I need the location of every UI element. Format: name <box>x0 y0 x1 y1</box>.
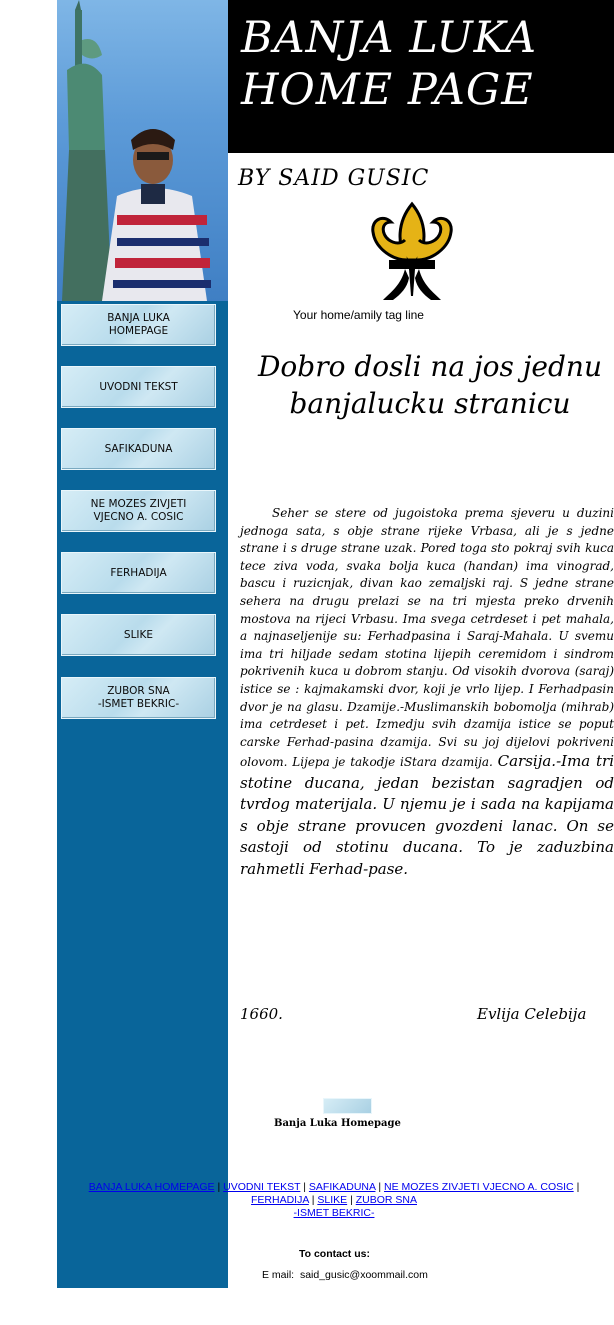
footer-home-button[interactable] <box>323 1098 372 1114</box>
footer-link-uvodni-tekst[interactable]: UVODNI TEKST <box>223 1181 301 1193</box>
nav-button-ferhadija[interactable]: FERHADIJA <box>61 552 216 594</box>
footer-link-banja-luka-homepage[interactable]: BANJA LUKA HOMEPAGE <box>88 1181 215 1193</box>
contact-heading: To contact us: <box>299 1248 370 1260</box>
nav-button-ne-mozes-zivjeti[interactable]: NE MOZES ZIVJETI VJECNO A. COSIC <box>61 490 216 532</box>
nav-button-safikaduna[interactable]: SAFIKADUNA <box>61 428 216 470</box>
nav-button-zubor-sna[interactable]: ZUBOR SNA -ISMET BEKRIC- <box>61 677 216 719</box>
nav-button-uvodni-tekst[interactable]: UVODNI TEKST <box>61 366 216 408</box>
footer-links <box>78 1181 590 1220</box>
email-label: E mail: <box>262 1269 295 1281</box>
quote-year: 1660. <box>240 1005 283 1023</box>
footer-separator: | <box>350 1194 353 1206</box>
footer-separator: | <box>303 1181 306 1193</box>
statue-photo-image <box>57 0 228 301</box>
email-address[interactable]: said_gusic@xoommail.com <box>299 1269 428 1281</box>
footer-link-safikaduna[interactable]: SAFIKADUNA <box>308 1181 376 1193</box>
header-photo <box>57 0 228 301</box>
footer-link-zubor-sna[interactable]: ZUBOR SNA -ISMET BEKRIC- <box>293 1194 417 1219</box>
byline: BY SAID GUSIC <box>238 166 430 191</box>
contact-email <box>262 1269 428 1281</box>
footer-caption: Banja Luka Homepage <box>274 1118 401 1129</box>
body-text <box>240 505 614 880</box>
body-text-large: Carsija.-Ima tri stotine ducana, jedan bezistan sagradjen od tvrdog materijala. U njemu je i sada na kapijama s obje strane provucen gvozdeni lanac. On se sastoji od stotinu ducana. To je zaduzbina rahmetli Ferhad-pase. <box>240 752 614 878</box>
footer-link-slike[interactable]: SLIKE <box>317 1194 348 1206</box>
footer-separator: | <box>576 1181 580 1193</box>
nav-button-slike[interactable]: SLIKE <box>61 614 216 656</box>
footer-separator: | <box>217 1181 221 1193</box>
welcome-heading: Dobro dosli na jos jednu banjalucku stranicu <box>257 350 602 420</box>
footer-link-ne-mozes-zivjeti[interactable]: NE MOZES ZIVJETI VJECNO A. COSIC <box>384 1181 574 1193</box>
footer-link-ferhadija[interactable]: FERHADIJA <box>251 1194 309 1206</box>
footer-separator: | <box>311 1194 315 1206</box>
site-title: BANJA LUKA HOME PAGE <box>241 13 538 115</box>
nav-button-banja-luka-homepage[interactable]: BANJA LUKA HOMEPAGE <box>61 304 216 346</box>
body-text-small: Seher se stere od jugoistoka prema sjeveru u duzini jednoga sata, s obje strane rijeke Vrbasa, ali je s jedne strane i s druge strane uzak. Pored toga sto pokraj svih kuca tece ziva voda, svaka bolja kuca (handan) ima vinograd, bascu i ruzicnjak, divan kao zemaljski raj. S jedne strane sehera na drugu prelazi se na tri mjesta preko drvenih mostova na rijeci Vrbasu. Ima svega cetrdeset i pet mahala, a najnaseljenije su: Ferhadpasina i Saraj-Mahala. U svemu ima tri hiljade sedam stotina lijepih ceremidom i sindrom pokrivenih kuca u dobrom stanju. Od visokih dvorova (saraj) istice se : kajmakamski dvor, koji je vrlo lijep. I Ferhadpasin dvor je na glasu. Dzamije.-Muslimanskih bobomolja (mihrab) ima cetrdeset i pet. Izmedju svih dzamija istice se poput carske Ferhad-pasina dzamija. Svi su joj dijelovi pokriveni olovom. Lijepa je takodje iStara dzamija. <box>240 506 614 770</box>
quote-author: Evlija Celebija <box>477 1005 587 1023</box>
tagline: Your home/amily tag line <box>293 308 424 322</box>
footer-separator: | <box>378 1181 382 1193</box>
fleur-de-lis-icon <box>367 200 457 308</box>
